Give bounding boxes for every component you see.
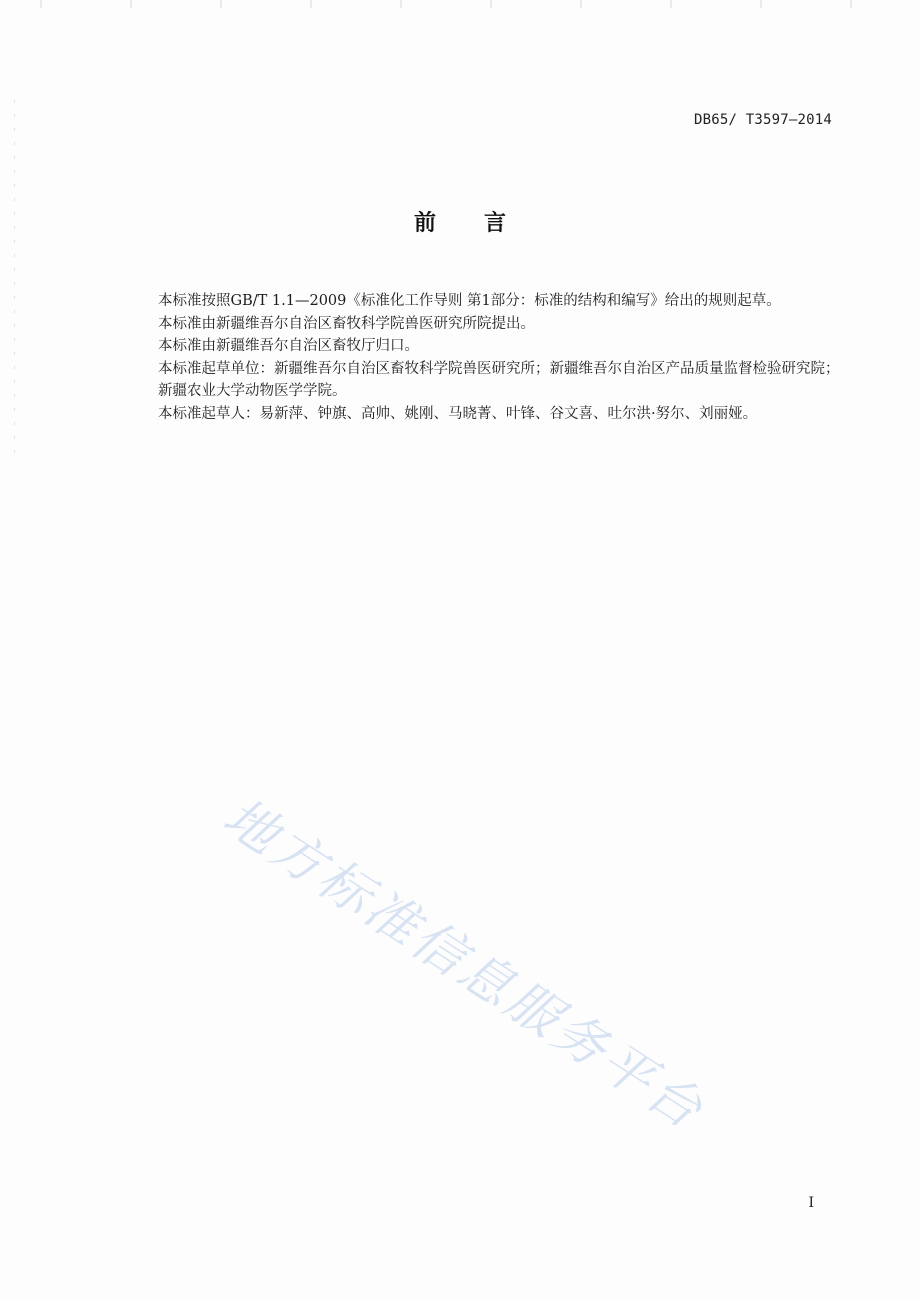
paragraph-administrator: 本标准由新疆维吾尔自治区畜牧厅归口。 <box>158 338 419 354</box>
watermark: 地方标准信息服务平台 <box>212 786 716 1143</box>
document-code: DB65/ T3597—2014 <box>693 112 832 128</box>
paragraph-drafting-rules: 本标准按照GB/T 1.1—2009《标准化工作导则 第1部分：标准的结构和编写》给出的规则起草。 <box>158 293 781 309</box>
page-title: 前言 <box>413 211 554 236</box>
preface-body <box>158 290 848 425</box>
paragraph-drafters: 本标准起草人：易新萍、钟旗、高帅、姚刚、马晓菁、叶锋、谷文喜、吐尔洪·努尔、刘丽娅。 <box>158 405 758 422</box>
page-number: I <box>808 1195 814 1211</box>
scan-artifact-top <box>0 0 920 8</box>
paragraph-proposer: 本标准由新疆维吾尔自治区畜牧科学院兽医研究所院提出。 <box>158 315 535 332</box>
scan-artifact-left-edge <box>14 100 15 460</box>
paragraph-drafting-units: 本标准起草单位：新疆维吾尔自治区畜牧科学院兽医研究所；新疆维吾尔自治区产品质量监督检验研究院；新疆农业大学动物医学学院。 <box>158 360 840 399</box>
